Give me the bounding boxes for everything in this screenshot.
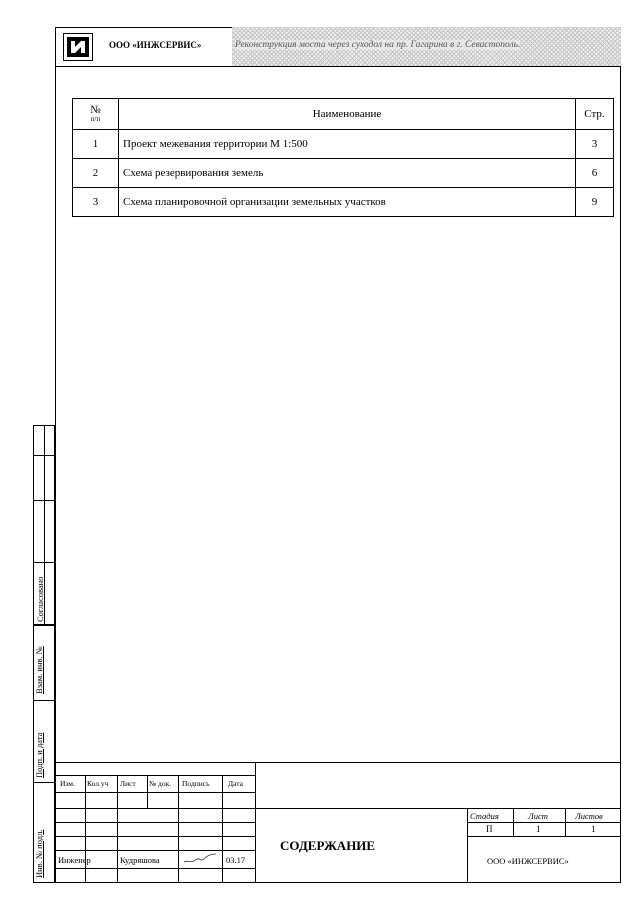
- agreed-label: Согласовано: [35, 576, 45, 622]
- stamp-line: [467, 836, 621, 837]
- agreed-strip-line: [33, 500, 55, 501]
- stamp-col-line: [117, 775, 118, 883]
- stamp-col-line: [513, 808, 514, 836]
- document-title: СОДЕРЖАНИЕ: [280, 838, 376, 853]
- row-name: Схема резервирования земель: [119, 159, 576, 188]
- col-num-label: №: [90, 104, 101, 116]
- stamp-line: [55, 808, 621, 809]
- row-num: 1: [73, 130, 119, 159]
- col-doc-label: № док.: [149, 779, 172, 788]
- stamp-top-line: [55, 762, 621, 763]
- table-row: [73, 159, 614, 188]
- row-page: 3: [576, 130, 614, 159]
- inv-strip-line: [33, 782, 55, 783]
- company-name: ООО «ИНЖСЕРВИС»: [109, 40, 202, 50]
- stage-label: Стадия: [470, 811, 499, 821]
- sheet-label: Лист: [528, 811, 548, 821]
- row-num: 3: [73, 188, 119, 217]
- row-num: 2: [73, 159, 119, 188]
- replaces-inv-label: Взам. инв. №: [34, 646, 44, 694]
- col-sign-label: Подпись: [182, 779, 210, 788]
- sheet-header: [55, 27, 621, 67]
- agreed-strip-line: [33, 455, 55, 456]
- table-header-row: [73, 99, 614, 130]
- col-page-header: Стр.: [576, 99, 614, 130]
- project-title: Реконструкция моста через суходол на пр. Гагарина в г. Севастополь.: [235, 40, 521, 50]
- sign-date-label: Подп. и дата: [34, 732, 44, 778]
- inv-orig-label: Инв. № подл.: [34, 829, 44, 878]
- sheet-value: 1: [536, 824, 541, 834]
- col-date-label: Дата: [228, 779, 243, 788]
- row-page: 9: [576, 188, 614, 217]
- sign-date: 03.17: [226, 855, 246, 865]
- row-name: Схема планировочной организации земельных участков: [119, 188, 576, 217]
- row-name: Проект межевания территории М 1:500: [119, 130, 576, 159]
- stamp-col-line: [467, 808, 468, 883]
- contents-table: [72, 98, 614, 217]
- row-page: 6: [576, 159, 614, 188]
- sheets-value: 1: [591, 824, 596, 834]
- signature-icon: [182, 851, 218, 865]
- stamp-col-line: [85, 775, 86, 883]
- stamp-col-line: [222, 775, 223, 883]
- stamp-org-name: ООО «ИНЖСЕРВИС»: [487, 856, 569, 866]
- col-num-header: [73, 99, 119, 130]
- stamp-col-line: [565, 808, 566, 836]
- table-row: [73, 130, 614, 159]
- engineer-name: Кудряшова: [120, 855, 160, 865]
- role-label: Инженер: [58, 855, 91, 865]
- col-name-header: Наименование: [119, 99, 576, 130]
- stamp-col-line: [147, 775, 148, 808]
- sheets-label: Листов: [575, 811, 603, 821]
- stamp-line: [467, 822, 621, 823]
- stamp-col-line: [255, 762, 256, 883]
- stamp-col-line: [178, 775, 179, 883]
- col-kol-label: Кол.уч: [87, 779, 109, 788]
- col-num-sub-label: п/п: [90, 115, 101, 123]
- inv-strip-line: [33, 700, 55, 701]
- company-logo-icon: [63, 33, 93, 61]
- col-list-label: Лист: [120, 779, 136, 788]
- col-izm-label: Изм.: [60, 779, 75, 788]
- table-row: [73, 188, 614, 217]
- stage-value: П: [486, 824, 493, 834]
- agreed-strip-line: [33, 562, 55, 563]
